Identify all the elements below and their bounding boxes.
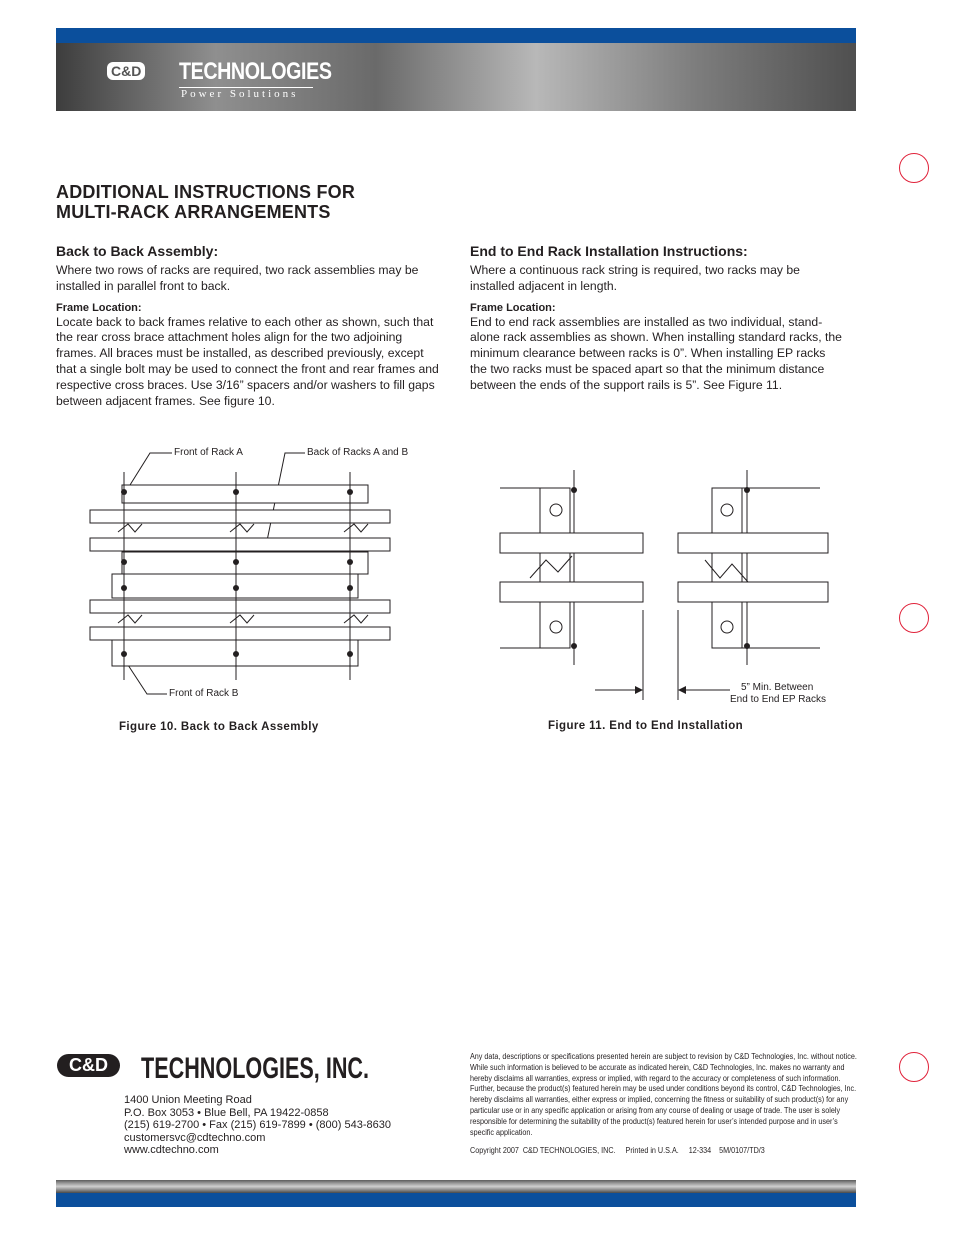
- frame-location-subhead-right: Frame Location:: [470, 301, 556, 314]
- logo-mark: C&D: [107, 62, 145, 80]
- footer-copyright: Copyright 2007 C&D TECHNOLOGIES, INC. Printed in U.S.A. 12-334 5M/0107/TD/3: [470, 1146, 765, 1155]
- email-link[interactable]: customersvc@cdtechno.com: [124, 1131, 266, 1144]
- section-heading-back-to-back: Back to Back Assembly:: [56, 243, 219, 259]
- footer-logo-mark: C&D: [57, 1054, 120, 1077]
- label-front-of-rack-b: Front of Rack B: [169, 688, 239, 699]
- page-title: [56, 182, 456, 222]
- footer-blue-band: [56, 1193, 856, 1207]
- logo-subtitle: Power Solutions: [181, 88, 299, 100]
- end-to-end-intro: Where a continuous rack string is required, two racks may be installed adjacent in length.: [470, 263, 800, 293]
- website-link[interactable]: www.cdtechno.com: [124, 1144, 219, 1157]
- header-blue-band: [56, 28, 856, 43]
- footer-metal-band: [56, 1180, 856, 1193]
- figure-10: [80, 440, 440, 700]
- figure-11-drawing: [490, 460, 850, 710]
- address-line: P.O. Box 3053 • Blue Bell, PA 19422-0858: [124, 1106, 329, 1119]
- back-to-back-intro: Where two rows of racks are required, two rack assemblies may be installed in parallel front to back.: [56, 263, 419, 293]
- footer-logo: [57, 1052, 370, 1086]
- label-5in-min-line1: 5” Min. Between: [741, 682, 814, 693]
- end-to-end-section: [470, 242, 842, 394]
- footer-address: [124, 1094, 444, 1157]
- section-heading-end-to-end: End to End Rack Installation Instructions:: [470, 243, 748, 259]
- back-to-back-section: [56, 242, 442, 409]
- address-line: (215) 619-2700 • Fax (215) 619-7899 • (800) 543-8630: [124, 1119, 391, 1132]
- label-5in-min-line2: End to End EP Racks: [730, 694, 826, 705]
- figure-10-drawing: [80, 440, 440, 700]
- footer-disclaimer: Any data, descriptions or specifications presented herein are subject to revision by C&D Technologies, Inc. without notice. While such information is believed to be accurate as indicated herein, C&D Technologies, Inc. makes no warranty and hereby disclaims all warranties, express or implied, with regard to the accuracy or completeness of such information. Further, because the product(s) featured herein may be used under conditions beyond its control, C&D Technologies, Inc. hereby disclaims all warranties, either express or implied, concerning the fitness or suitability of such product(s) for any particular use or in any specific application or arising from any course of dealing or usage of trade. The user is solely responsible for determining the suitability of the product(s) featured herein for user’s intended purpose and in user’s specific application.: [470, 1052, 857, 1137]
- header-logo: [107, 58, 332, 102]
- logo-text: TECHNOLOGIES: [179, 58, 332, 85]
- label-back-of-racks-a-b: Back of Racks A and B: [307, 447, 409, 458]
- address-line: 1400 Union Meeting Road: [124, 1094, 252, 1106]
- page-title-line1: ADDITIONAL INSTRUCTIONS FOR: [56, 182, 356, 202]
- label-front-of-rack-a: Front of Rack A: [174, 447, 243, 458]
- figure-11: [490, 460, 850, 710]
- frame-location-subhead-left: Frame Location:: [56, 301, 142, 314]
- punch-hole-middle: [899, 603, 929, 633]
- figure-10-caption: Figure 10. Back to Back Assembly: [119, 721, 319, 733]
- punch-hole-bottom: [899, 1052, 929, 1082]
- footer-logo-text: TECHNOLOGIES, INC.: [141, 1052, 370, 1085]
- figure-11-caption: Figure 11. End to End Installation: [548, 720, 744, 732]
- punch-hole-top: [899, 153, 929, 183]
- back-to-back-text: Locate back to back frames relative to each other as shown, such that the rear cross brace attachment holes align for the two adjoining frames. All braces must be installed, as described previously, except that a single bolt may be used to connect the front and rear frames and respective cross braces. Use 3/16” spacers and/or washers to fill gaps between adjacent frames. See figure 10.: [56, 314, 439, 408]
- end-to-end-text: End to end rack assemblies are installed as two individual, stand-alone rack assemblies as shown. When installing standard racks, the minimum clearance between racks is 0”. When installing EP racks the two racks must be spaced apart so that the minimum distance between the ends of the support rails is 5”. See Figure 11.: [470, 314, 842, 392]
- page-title-line2: MULTI-RACK ARRANGEMENTS: [56, 202, 331, 222]
